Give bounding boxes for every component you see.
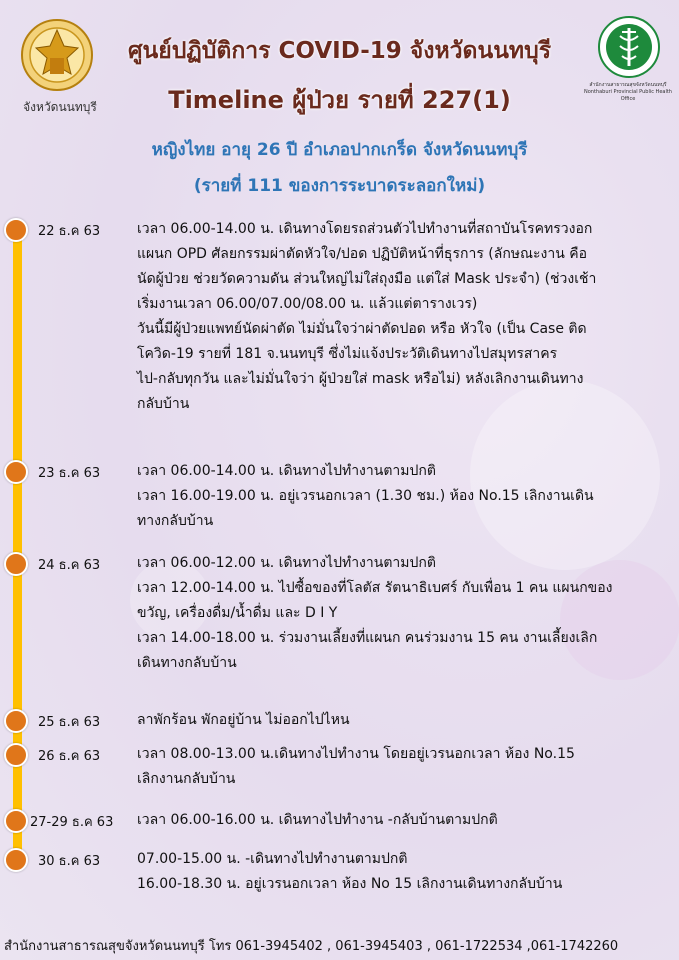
timeline-text-line: วันนี้มีผู้ป่วยแพทย์นัดผ่าตัด ไม่มั่นใจว่าผ่าตัดปอด หรือ หัวใจ (เป็น Case ติด	[137, 321, 587, 337]
timeline-text-line: ลาพักร้อน พักอยู่บ้าน ไม่ออกไปไหน	[137, 712, 350, 728]
timeline-text-line: เริ่มงานเวลา 06.00/07.00/08.00 น. แล้วแต่ตารางเวร)	[137, 296, 478, 312]
timeline-text-line: เวลา 08.00-13.00 น.เดินทางไปทำงาน โดยอยู่เวรนอกเวลา ห้อง No.15	[137, 746, 575, 762]
timeline-text-line: เวลา 06.00-16.00 น. เดินทางไปทำงาน -กลับบ้านตามปกติ	[137, 812, 498, 828]
timeline-date: 25 ธ.ค 63	[38, 715, 101, 730]
timeline-text-line: เดินทางกลับบ้าน	[137, 655, 237, 671]
timeline-dot	[4, 848, 28, 872]
timeline-description	[137, 459, 667, 534]
timeline-date: 24 ธ.ค 63	[38, 558, 101, 573]
timeline-dot	[4, 460, 28, 484]
timeline-text-line: ขวัญ, เครื่องดื่ม/น้ำดื่ม และ D I Y	[137, 605, 338, 621]
timeline-text-line: เวลา 06.00-14.00 น. เดินทางไปทำงานตามปกติ	[137, 463, 436, 479]
timeline-date: 26 ธ.ค 63	[38, 749, 101, 764]
timeline-dot	[4, 809, 28, 833]
timeline-text-line: เวลา 16.00-19.00 น. อยู่เวรนอกเวลา (1.30 ชม.) ห้อง No.15 เลิกงานเดิน	[137, 488, 594, 504]
timeline-dot	[4, 709, 28, 733]
timeline-description	[137, 708, 667, 733]
province-caption: จังหวัดนนทบุรี	[23, 100, 97, 114]
timeline-text-line: 16.00-18.30 น. อยู่เวรนอกเวลา ห้อง No 15 เลิกงานเดินทางกลับบ้าน	[137, 876, 563, 892]
timeline-date: 30 ธ.ค 63	[38, 854, 101, 869]
timeline-description	[137, 217, 667, 417]
timeline-text-line: เวลา 06.00-12.00 น. เดินทางไปทำงานตามปกติ	[137, 555, 436, 571]
timeline-text-line: ทางกลับบ้าน	[137, 513, 214, 529]
timeline-text-line: 07.00-15.00 น. -เดินทางไปทำงานตามปกติ	[137, 851, 408, 867]
page-title: ศูนย์ปฏิบัติการ COVID-19 จังหวัดนนทบุรี	[127, 38, 552, 64]
timeline-description	[137, 742, 667, 792]
timeline-description	[137, 808, 667, 833]
patient-description: หญิงไทย อายุ 26 ปี อำเภอปากเกร็ด จังหวัดนนทบุรี	[151, 140, 528, 160]
timeline-text-line: ไป-กลับทุกวัน และไม่มั่นใจว่า ผู้ป่วยใส่ mask หรือไม่) หลังเลิกงานเดินทาง	[137, 371, 584, 387]
timeline-description	[137, 847, 667, 897]
timeline-text-line: เลิกงานกลับบ้าน	[137, 771, 236, 787]
timeline-text-line: นัดผู้ป่วย ช่วยวัดความดัน ส่วนใหญ่ไม่ใส่ถุงมือ แต่ใส่ Mask ประจำ) (ช่วงเช้า	[137, 271, 597, 287]
timeline-dot	[4, 552, 28, 576]
timeline-title: Timeline ผู้ป่วย รายที่ 227(1)	[168, 86, 511, 114]
timeline-text-line: โควิด-19 รายที่ 181 จ.นนทบุรี ซึ่งไม่แจ้งประวัติเดินทางไปสมุทรสาคร	[137, 346, 558, 362]
timeline-date: 27-29 ธ.ค 63	[30, 815, 114, 830]
health-office-caption-en: Nonthaburi Provincial Public Health Office	[584, 89, 672, 102]
footer-contact: สำนักงานสาธารณสุขจังหวัดนนทบุรี โทร 061-3945402 , 061-3945403 , 061-1722534 ,061-1742260	[4, 939, 619, 954]
timeline-dot	[4, 218, 28, 242]
health-office-caption-th: สำนักงานสาธารณสุขจังหวัดนนทบุรี	[589, 82, 667, 88]
timeline-text-line: เวลา 14.00-18.00 น. ร่วมงานเลี้ยงที่แผนก คนร่วมงาน 15 คน งานเลี้ยงเลิก	[137, 630, 598, 646]
timeline-text-line: แผนก OPD ศัลยกรรมผ่าตัดหัวใจ/ปอด ปฏิบัติหน้าที่ธุรการ (ลักษณะงาน คือ	[137, 246, 588, 262]
outbreak-case-number: (รายที่ 111 ของการระบาดระลอกใหม่)	[193, 176, 486, 196]
timeline-dot	[4, 743, 28, 767]
timeline-date: 22 ธ.ค 63	[38, 224, 101, 239]
timeline-description	[137, 551, 667, 676]
timeline-text-line: กลับบ้าน	[137, 396, 190, 412]
timeline-text-line: เวลา 06.00-14.00 น. เดินทางโดยรถส่วนตัวไปทำงานที่สถาบันโรคทรวงอก	[137, 221, 593, 237]
header	[0, 0, 679, 205]
timeline-date: 23 ธ.ค 63	[38, 466, 101, 481]
timeline-text-line: เวลา 12.00-14.00 น. ไปซื้อของที่โลตัส รัตนาธิเบศร์ กับเพื่อน 1 คน แผนกของ	[137, 580, 613, 596]
